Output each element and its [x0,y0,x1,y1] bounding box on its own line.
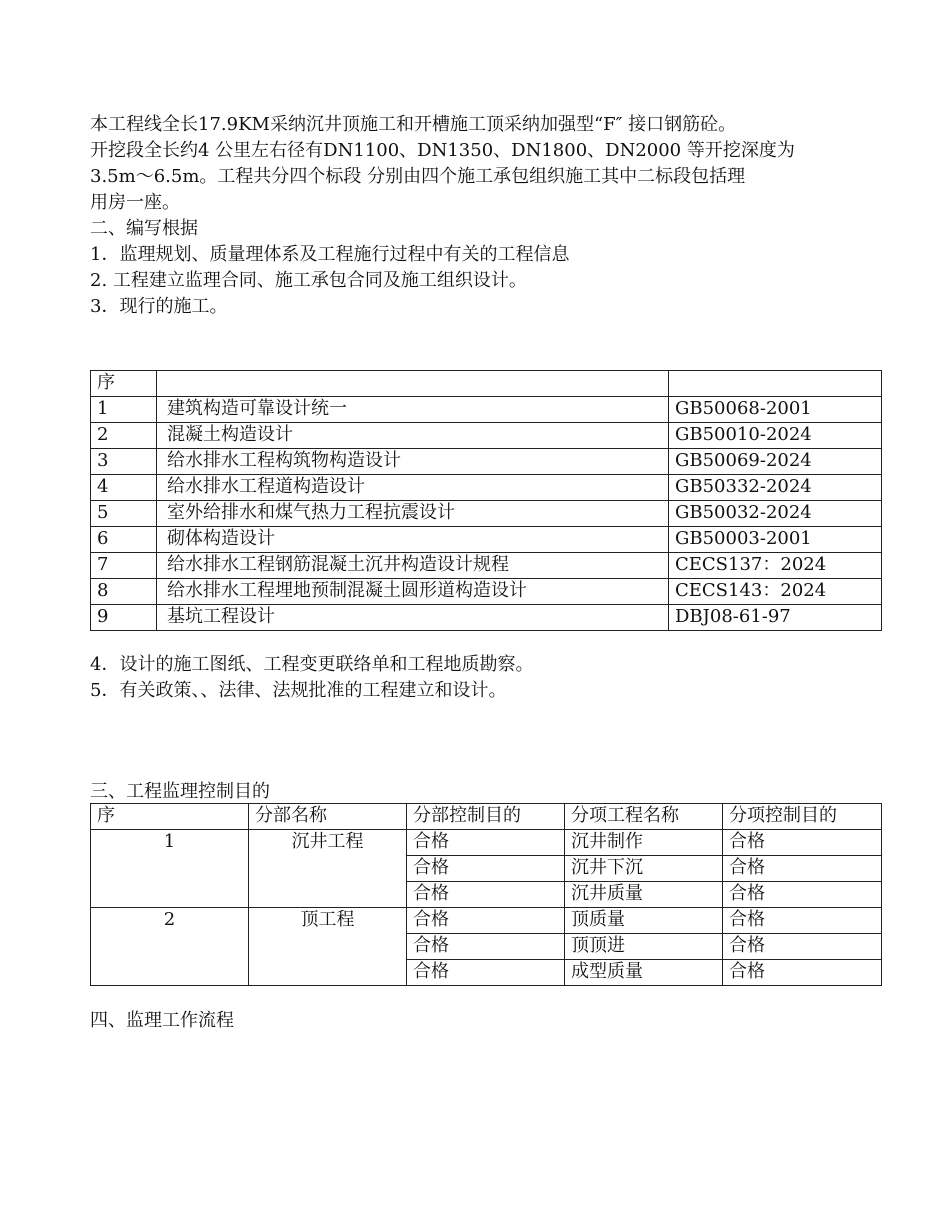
table-row [91,501,882,527]
standards-table-body [91,371,882,631]
item-name-cell: 顶质量 [565,908,723,934]
row-number-cell: 2 [91,423,157,449]
table-row [91,423,882,449]
standard-code-cell: CECS143：2024 [669,579,882,605]
basis-item: 1．监理规划、质量理体系及工程施行过程中有关的工程信息 [90,244,570,265]
row-number-cell: 7 [91,553,157,579]
standard-name-cell: 建筑构造可靠设计统一 [157,397,669,423]
item-name-cell: 沉井质量 [565,882,723,908]
division-target-cell: 合格 [407,830,565,856]
table-row [91,908,882,934]
group-number-cell: 2 [91,908,249,986]
standard-code-cell: GB50003-2001 [669,527,882,553]
item-name-cell: 沉井下沉 [565,856,723,882]
division-name-cell: 沉井工程 [249,830,407,908]
header-cell: 序 [91,371,157,397]
item-target-cell: 合格 [723,908,882,934]
item-target-cell: 合格 [723,882,882,908]
intro-line: 开挖段全长约4 公里左右径有DN1100、DN1350、DN1800、DN2000 等开挖深度为 [90,140,795,161]
item-name-cell: 成型质量 [565,960,723,986]
row-number-cell: 4 [91,475,157,501]
row-number-cell: 9 [91,605,157,631]
basis-item: 4．设计的施工图纸、工程变更联络单和工程地质勘察。 [90,654,534,675]
intro-line: 本工程线全长17.9KM采纳沉井顶施工和开槽施工顶采纳加强型“F″ 接口钢筋砼。 [90,114,737,135]
division-name-cell: 顶工程 [249,908,407,986]
basis-item: 3．现行的施工。 [90,296,228,317]
table-header-row [91,804,882,830]
standards-table [90,370,882,631]
standard-code-cell: GB50032-2024 [669,501,882,527]
header-cell: 序 [91,804,249,830]
header-cell: 分部名称 [249,804,407,830]
standard-code-cell: GB50332-2024 [669,475,882,501]
section2-heading: 二、编写根据 [90,218,198,239]
standard-name-cell: 给水排水工程埋地预制混凝土圆形道构造设计 [157,579,669,605]
intro-section [90,112,881,320]
item-target-cell: 合格 [723,856,882,882]
standard-name-cell: 室外给排水和煤气热力工程抗震设计 [157,501,669,527]
control-table-body [91,804,882,986]
division-target-cell: 合格 [407,882,565,908]
table-row [91,449,882,475]
header-cell: 分部控制目的 [407,804,565,830]
table-row [91,830,882,856]
intro-line: 3.5m～6.5m。工程共分四个标段 分别由四个施工承包组织施工其中二标段包括理 [90,166,746,187]
section3-heading: 三、工程监理控制目的 [90,781,270,802]
division-target-cell: 合格 [407,960,565,986]
table-row [91,579,882,605]
standard-code-cell: CECS137：2024 [669,553,882,579]
header-cell [669,371,882,397]
division-target-cell: 合格 [407,908,565,934]
table-row [91,397,882,423]
standard-code-cell: GB50068-2001 [669,397,882,423]
row-number-cell: 8 [91,579,157,605]
row-number-cell: 3 [91,449,157,475]
group-number-cell: 1 [91,830,249,908]
item-name-cell: 顶顶进 [565,934,723,960]
row-number-cell: 5 [91,501,157,527]
standard-name-cell: 给水排水工程构筑物构造设计 [157,449,669,475]
row-number-cell: 1 [91,397,157,423]
header-cell [157,371,669,397]
header-cell: 分项控制目的 [723,804,882,830]
item-target-cell: 合格 [723,934,882,960]
standard-code-cell: GB50069-2024 [669,449,882,475]
header-cell: 分项工程名称 [565,804,723,830]
standard-name-cell: 基坑工程设计 [157,605,669,631]
standard-code-cell: GB50010-2024 [669,423,882,449]
item-name-cell: 沉井制作 [565,830,723,856]
section4-heading: 四、监理工作流程 [90,1010,234,1031]
basis-list-continued [90,652,533,704]
item-target-cell: 合格 [723,830,882,856]
standard-name-cell: 混凝土构造设计 [157,423,669,449]
standard-name-cell: 给水排水工程道构造设计 [157,475,669,501]
division-target-cell: 合格 [407,934,565,960]
table-row [91,605,882,631]
standard-code-cell: DBJ08-61-97 [669,605,882,631]
table-row [91,527,882,553]
intro-line: 用房一座。 [90,192,180,213]
basis-item: 2. 工程建立监理合同、施工承包合同及施工组织设计。 [90,270,527,291]
row-number-cell: 6 [91,527,157,553]
table-row [91,475,882,501]
standard-name-cell: 砌体构造设计 [157,527,669,553]
control-targets-table [90,803,882,986]
table-row [91,553,882,579]
division-target-cell: 合格 [407,856,565,882]
item-target-cell: 合格 [723,960,882,986]
standard-name-cell: 给水排水工程钢筋混凝土沉井构造设计规程 [157,553,669,579]
basis-item: 5．有关政策、、法律、法规批准的工程建立和设计。 [90,680,507,701]
table-header-row [91,371,882,397]
